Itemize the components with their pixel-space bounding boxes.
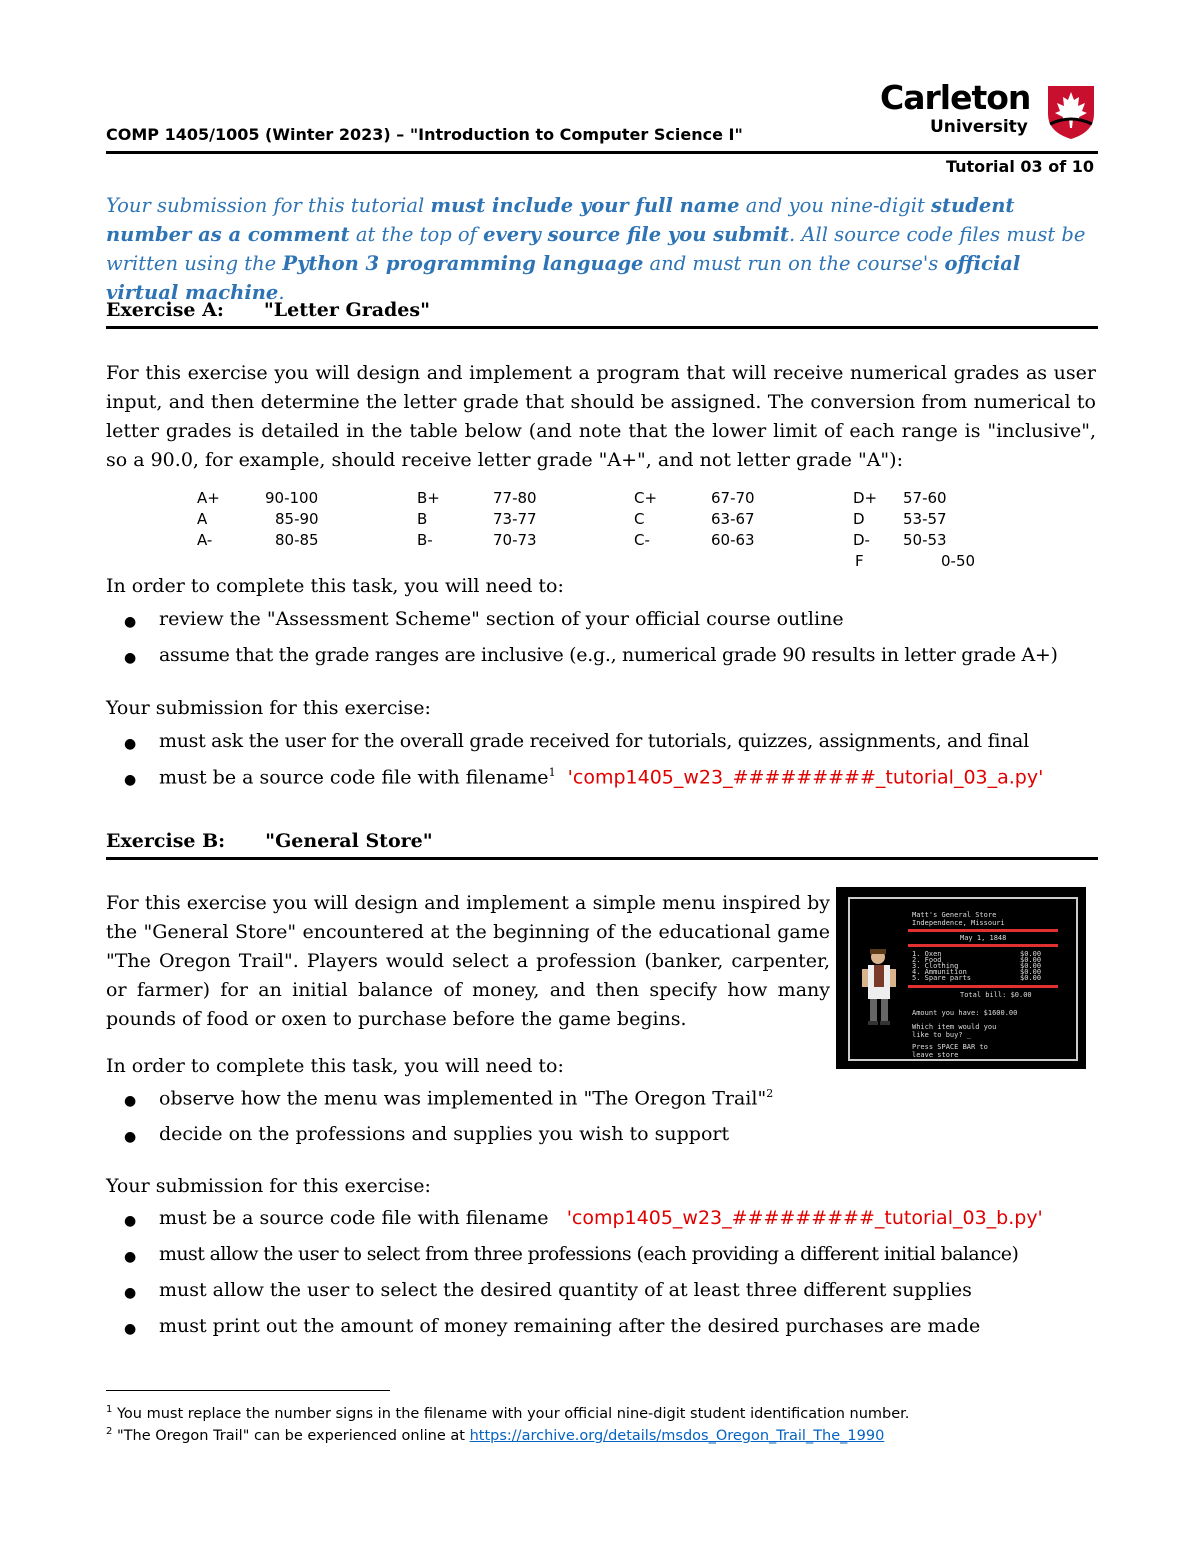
list-item: must allow the user to select the desired quantity of at least three different supplies [159, 1279, 972, 1301]
screen-text: Press SPACE BAR to [912, 1043, 988, 1051]
tutorial-number: Tutorial 03 of 10 [945, 157, 1094, 176]
footnote-2: $^2$ "The Oregon Trail" can be experienced online at https://archive.org/details/msdos_Oregon_Trail_The_1990 [106, 1426, 885, 1444]
screen-text: $0.00 [1020, 950, 1042, 958]
exercise-a-intro: For this exercise you will design and implement a program that will receive numerical grades as user input, and then determine the letter grade that should be assigned. The conversion from numerical to letter grades is detailed in the table below (and note that the lower limit of each range is "inclusive", so a 90.0, for example, should receive letter grade "A+", and not letter grade "A"): [106, 362, 1096, 471]
list-item: must allow the user to select from three professions (each providing a different initial balance) [159, 1243, 1019, 1265]
screen-text: leave store [912, 1051, 959, 1059]
exercise-a-divider [106, 326, 1098, 329]
submission-notice: Your submission for this tutorial must include your full name and you nine-digit student number as a comment at the top of every source file you submit. All source code files must be written using the Python 3 programming language and must run on the course's official virtual machine. [106, 194, 1086, 304]
list-item: must be a source code file with filename$^1$ 'comp1405_w23_#########_tutorial_03_a.py' [159, 766, 1044, 789]
screen-text: May 1, 1848 [960, 934, 1007, 942]
grade-range: 53-57 [903, 510, 947, 528]
grade-letter: A- [197, 531, 213, 549]
grade-range: 90-100 [265, 489, 319, 507]
list-item: decide on the professions and supplies you wish to support [159, 1123, 730, 1145]
screen-text: Matt's General Store [912, 911, 997, 919]
grade-letter: C+ [634, 489, 658, 507]
grade-range: 57-60 [903, 489, 947, 507]
screen-text: 5. Spare parts [912, 974, 972, 982]
university-logo-subtitle: University [930, 117, 1028, 137]
grade-range: 80-85 [275, 531, 319, 549]
grade-letter: C [634, 510, 645, 528]
screen-divider [908, 985, 1058, 988]
screen-divider [908, 929, 1058, 932]
bullet-icon: ● [124, 1285, 137, 1301]
screen-text: Which item would you [912, 1023, 997, 1031]
screen-text: 2. Food [912, 956, 942, 964]
bullet-icon: ● [124, 1249, 137, 1265]
filename-b: 'comp1405_w23_#########_tutorial_03_b.py' [566, 1207, 1043, 1229]
bullet-icon: ● [124, 1129, 137, 1145]
grade-letter: F [855, 552, 864, 570]
header-divider [106, 151, 1098, 154]
course-title: COMP 1405/1005 (Winter 2023) – "Introduction to Computer Science I" [106, 125, 743, 144]
screen-text: $0.00 [1020, 974, 1042, 982]
list-item: observe how the menu was implemented in "The Oregon Trail"$^2$ [159, 1087, 774, 1110]
bullet-icon: ● [124, 1093, 137, 1109]
screen-text: like to buy? _ [912, 1031, 972, 1039]
list-item: review the "Assessment Scheme" section of your official course outline [159, 608, 844, 630]
grade-letter: B [417, 510, 428, 528]
grade-range: 70-73 [493, 531, 537, 549]
screen-text: $0.00 [1020, 962, 1042, 970]
bullet-icon: ● [124, 736, 137, 752]
footnote-1: $^1$ You must replace the number signs in the filename with your official nine-digit student identification number. [106, 1404, 910, 1422]
grade-letter: D [853, 510, 865, 528]
exercise-b-todo-heading: In order to complete this task, you will need to: [106, 1055, 564, 1077]
grade-letter: A+ [197, 489, 220, 507]
filename-a: 'comp1405_w23_#########_tutorial_03_a.py' [567, 766, 1044, 789]
grade-letter: C- [634, 531, 650, 549]
exercise-a-heading: Exercise A: "Letter Grades" [106, 299, 430, 321]
screen-divider [908, 944, 1058, 947]
exercise-a-submission-heading: Your submission for this exercise: [106, 697, 431, 719]
screen-text: $0.00 [1020, 968, 1042, 976]
grade-letter: A [197, 510, 208, 528]
screen-text: Amount you have: $1600.00 [912, 1009, 1018, 1017]
grade-range: 0-50 [941, 552, 976, 570]
grade-range: 63-67 [711, 510, 755, 528]
screen-text: 3. Clothing [912, 962, 959, 970]
screen-text: Total bill: $0.00 [960, 991, 1032, 999]
exercise-b-divider [106, 857, 1098, 860]
grade-range: 77-80 [493, 489, 537, 507]
grade-range: 67-70 [711, 489, 755, 507]
maple-leaf-shield-icon [1046, 84, 1096, 140]
bullet-icon: ● [124, 650, 137, 666]
grade-range: 50-53 [903, 531, 947, 549]
list-item: must print out the amount of money remaining after the desired purchases are made [159, 1315, 981, 1337]
grade-letter: B+ [417, 489, 440, 507]
screen-text: 4. Ammunition [912, 968, 967, 976]
grade-letter: B- [417, 531, 433, 549]
exercise-b-submission-heading: Your submission for this exercise: [106, 1175, 431, 1197]
screen-text: $0.00 [1020, 956, 1042, 964]
grade-letter: D- [853, 531, 870, 549]
university-logo-name: Carleton [880, 78, 1031, 117]
screen-text: Independence, Missouri [912, 919, 1005, 927]
grade-range: 85-90 [275, 510, 319, 528]
grade-range: 60-63 [711, 531, 755, 549]
grade-range: 73-77 [493, 510, 537, 528]
oregon-trail-screenshot [836, 887, 1086, 1069]
bullet-icon: ● [124, 614, 137, 630]
oregon-trail-link[interactable]: https://archive.org/details/msdos_Oregon_Trail_The_1990 [469, 1427, 885, 1444]
list-item: assume that the grade ranges are inclusive (e.g., numerical grade 90 results in letter grade A+) [159, 644, 1058, 666]
footnote-divider [106, 1390, 390, 1391]
shopkeeper-icon [858, 947, 902, 1027]
exercise-b-heading: Exercise B: "General Store" [106, 830, 433, 852]
bullet-icon: ● [124, 1321, 137, 1337]
list-item: must ask the user for the overall grade received for tutorials, quizzes, assignments, and final [159, 730, 1029, 752]
exercise-b-intro: For this exercise you will design and implement a simple menu inspired by the "General Store" encountered at the beginning of the educational game "The Oregon Trail". Players would select a profession (banker, carpenter, or farmer) for an initial balance of money, and then specify how many pounds of food or oxen to purchase before the game begins. [106, 892, 830, 1030]
bullet-icon: ● [124, 772, 137, 788]
bullet-icon: ● [124, 1213, 137, 1229]
exercise-a-todo-heading: In order to complete this task, you will need to: [106, 575, 564, 597]
grade-letter: D+ [853, 489, 878, 507]
list-item: must be a source code file with filename 'comp1405_w23_#########_tutorial_03_b.py' [159, 1207, 1043, 1229]
screen-text: 1. Oxen [912, 950, 942, 958]
